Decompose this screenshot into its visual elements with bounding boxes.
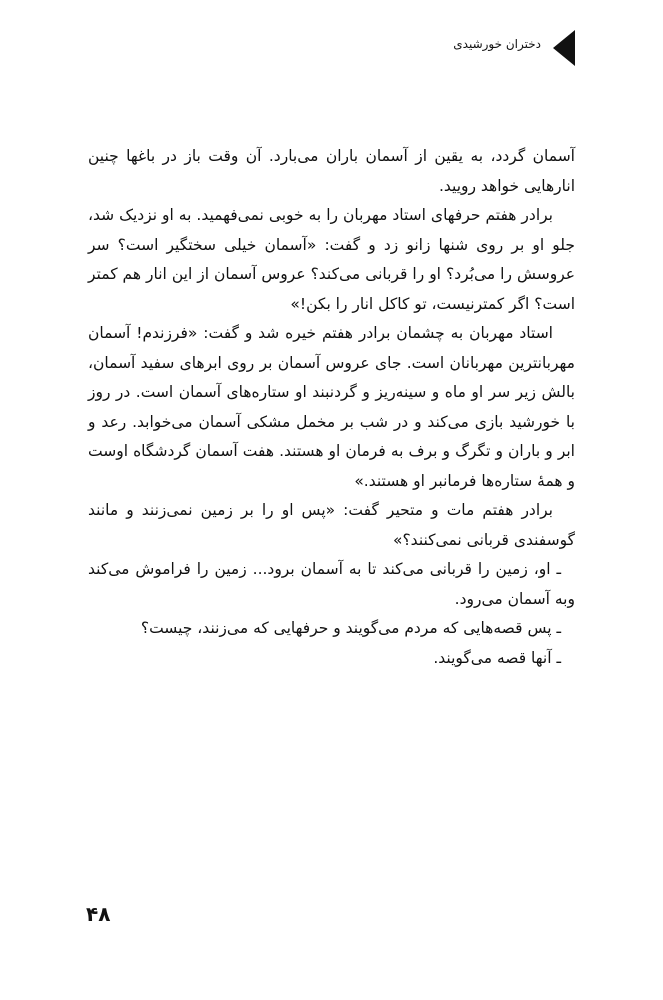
book-title: دختران خورشیدی <box>453 37 541 51</box>
paragraph: برادر هفتم مات و متحیر گفت: «پس او را بر زمین نمی‌زنند و مانند گوسفندی قربانی نمی‌کنند؟» <box>88 501 575 549</box>
dialogue-line: ـ آنها قصه می‌گویند. <box>433 648 561 667</box>
page-body <box>88 142 575 673</box>
paragraph-continuation: آسمان گردد، به یقین از آسمان باران می‌بارد. آن وقت باز در باغها چنین انارهایی خواهد رویید. <box>88 147 575 195</box>
paragraph: برادر هفتم حرفهای استاد مهربان را به خوبی نمی‌فهمید. به او نزدیک شد، جلو او بر روی شنها زانو زد و گفت: «آسمان خیلی سختگیر است؟ سر عروسش را می‌بُرد؟ او را قربانی می‌کند؟ عروس آسمان از این انار هم کمتر است؟ اگر کمترنیست، تو کاکل انار را بکن!» <box>88 206 575 313</box>
dialogue-line: ـ پس قصه‌هایی که مردم می‌گویند و حرفهایی که می‌زنند، چیست؟ <box>140 619 561 637</box>
page-number: ۴۸ <box>86 902 111 926</box>
dialogue-line: ـ او، زمین را قربانی می‌کند تا به آسمان برود... زمین را فراموش می‌کند وبه آسمان می‌رود. <box>88 560 575 608</box>
running-header <box>375 28 575 68</box>
paragraph: استاد مهربان به چشمان برادر هفتم خیره شد و گفت: «فرزندم! آسمان مهربانترین مهربانان است. جای عروس آسمان بر روی ابرهای سفید آسمان، بالش زیر سر او ماه و سینه‌ریز و گردنبند او ستاره‌های آسمان است. در روز با خورشید بازی می‌کند و در شب بر مخمل مشکی آسمان می‌خوابد. رعد و ابر و باران و تگرگ و برف به فرمان او هستند. هفت آسمان گردشگاه اوست و همهٔ ستاره‌ها فرمانبر او هستند.» <box>88 324 575 490</box>
chapter-marker-icon <box>553 30 575 66</box>
